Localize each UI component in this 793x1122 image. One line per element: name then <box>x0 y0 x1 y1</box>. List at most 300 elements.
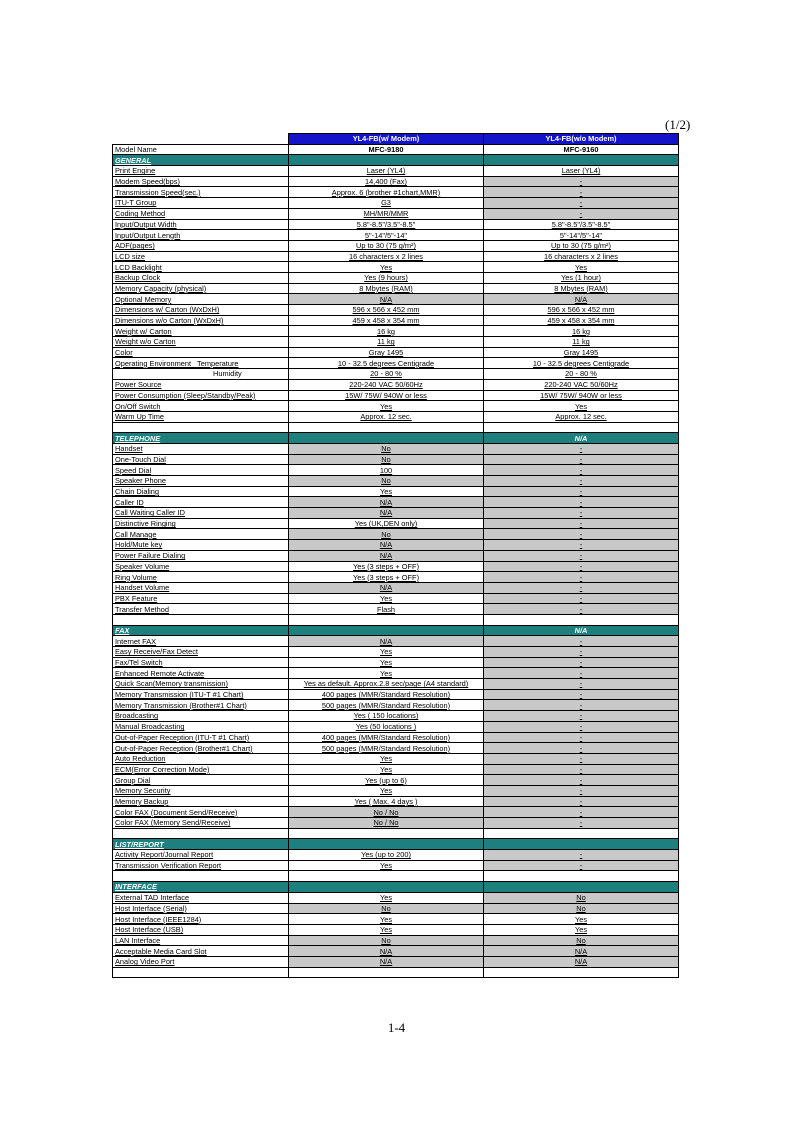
spec-label: Backup Clock <box>113 272 289 283</box>
spec-value-col2: 16 characters x 2 lines <box>484 251 679 262</box>
section-header-value <box>484 839 679 850</box>
spec-row <box>113 689 679 700</box>
spacer-cell <box>484 422 679 433</box>
spec-value-col1: Yes (UK,DEN only) <box>289 518 484 529</box>
spec-value-col1: 500 pages (MMR/Standard Resolution) <box>289 743 484 754</box>
spec-row <box>113 208 679 219</box>
spec-label: Broadcasting <box>113 711 289 722</box>
spec-value-col1: Yes ( Max. 4 days ) <box>289 796 484 807</box>
spacer-cell <box>289 828 484 839</box>
col1-header: YL4-FB(w/ Modem) <box>289 134 484 145</box>
spec-value-col2: - <box>484 582 679 593</box>
spec-label: Input/Output Length <box>113 230 289 241</box>
spec-row <box>113 240 679 251</box>
spec-value-col1: Yes <box>289 486 484 497</box>
spec-label: Dimensions w/ Carton (WxDxH) <box>113 305 289 316</box>
spec-value-col1: 5"-14"/5"-14" <box>289 230 484 241</box>
spec-label: Analog Video Port <box>113 956 289 967</box>
section-header-row <box>113 839 679 850</box>
spec-label: Memory Transmission (Brother#1 Chart) <box>113 700 289 711</box>
spec-value-col1: Yes (3 steps + OFF) <box>289 561 484 572</box>
spec-row <box>113 572 679 583</box>
spec-label: Weight w/o Carton <box>113 337 289 348</box>
spec-value-col1: N/A <box>289 508 484 519</box>
spec-row <box>113 956 679 967</box>
spacer-cell <box>289 422 484 433</box>
spec-value-col1: N/A <box>289 497 484 508</box>
spec-value-col2: 5.8"-8.5"/3.5"-8.5" <box>484 219 679 230</box>
spec-label: Ring Volume <box>113 572 289 583</box>
spec-row <box>113 561 679 572</box>
spec-value-col2: - <box>484 561 679 572</box>
spec-row <box>113 176 679 187</box>
spec-value-col1: No <box>289 476 484 487</box>
spec-row <box>113 305 679 316</box>
spec-value-col1: Approx. 6 (brother #1chart,MMR) <box>289 187 484 198</box>
spec-value-col1: Gray 1495 <box>289 347 484 358</box>
spec-label: Power Failure Dialing <box>113 550 289 561</box>
spec-value-col2: - <box>484 593 679 604</box>
spec-value-col1: Yes <box>289 892 484 903</box>
spec-value-col1: 10 - 32.5 degrees Centigrade <box>289 358 484 369</box>
spec-value-col2: - <box>484 700 679 711</box>
spec-label: Color <box>113 347 289 358</box>
spacer-cell <box>113 871 289 882</box>
spec-value-col2: - <box>484 732 679 743</box>
spacer-cell <box>113 614 289 625</box>
section-header-row <box>113 882 679 893</box>
spec-value-col2: - <box>484 775 679 786</box>
spec-row <box>113 796 679 807</box>
spec-value-col1: Yes <box>289 914 484 925</box>
spec-value-col2: - <box>484 604 679 615</box>
spec-row <box>113 668 679 679</box>
spec-label: Transfer Method <box>113 604 289 615</box>
section-spacer-row <box>113 422 679 433</box>
spec-row <box>113 753 679 764</box>
spec-value-col2: - <box>484 764 679 775</box>
spec-value-col1: Laser (YL4) <box>289 166 484 177</box>
model-name-row <box>113 144 679 155</box>
spec-value-col1: N/A <box>289 636 484 647</box>
spec-value-col2: No <box>484 903 679 914</box>
spec-label: ECM(Error Correction Mode) <box>113 764 289 775</box>
model-name-label: Model Name <box>113 144 289 155</box>
spec-row <box>113 465 679 476</box>
spacer-cell <box>113 967 289 978</box>
spec-value-col1: Yes <box>289 764 484 775</box>
spec-value-col1: 400 pages (MMR/Standard Resolution) <box>289 732 484 743</box>
spec-value-col1: No / No <box>289 807 484 818</box>
section-header-value <box>484 882 679 893</box>
spec-value-col1: Up to 30 (75 g/m²) <box>289 240 484 251</box>
spec-value-col1: Yes <box>289 668 484 679</box>
spec-label: Handset Volume <box>113 582 289 593</box>
spec-label: Auto Reduction <box>113 753 289 764</box>
spec-label: Warm Up Time <box>113 411 289 422</box>
spec-value-col2: - <box>484 743 679 754</box>
spec-label: Speaker Volume <box>113 561 289 572</box>
spec-value-col2: - <box>484 486 679 497</box>
spec-value-col2: - <box>484 208 679 219</box>
spec-value-col1: N/A <box>289 540 484 551</box>
spec-value-col2: - <box>484 807 679 818</box>
spec-label: Call Waiting Caller ID <box>113 508 289 519</box>
spec-label: Caller ID <box>113 497 289 508</box>
spec-value-col1: Approx. 12 sec. <box>289 411 484 422</box>
spec-label: Transmission Speed(sec.) <box>113 187 289 198</box>
section-title: TELEPHONE <box>113 433 289 444</box>
spec-row <box>113 230 679 241</box>
spec-row <box>113 262 679 273</box>
spec-value-col2: - <box>484 679 679 690</box>
spacer-cell <box>484 967 679 978</box>
spec-label: Host Interface (IEEE1284) <box>113 914 289 925</box>
spec-row <box>113 390 679 401</box>
spec-row <box>113 497 679 508</box>
spec-label: Color FAX (Document Send/Receive) <box>113 807 289 818</box>
spec-label: Color FAX (Memory Send/Receive) <box>113 818 289 829</box>
spec-value-col1: 400 pages (MMR/Standard Resolution) <box>289 689 484 700</box>
spec-label: Chain Dialing <box>113 486 289 497</box>
spec-value-col1: Yes <box>289 657 484 668</box>
spec-label: Speaker Phone <box>113 476 289 487</box>
spec-value-col2: - <box>484 508 679 519</box>
spec-value-col1: 5.8"-8.5"/3.5"-8.5" <box>289 219 484 230</box>
section-title: GENERAL <box>113 155 289 166</box>
spec-label: Easy Receive/Fax Detect <box>113 647 289 658</box>
spec-value-col1: No <box>289 529 484 540</box>
spec-value-col2: 11 kg <box>484 337 679 348</box>
spec-value-col2: - <box>484 497 679 508</box>
spacer-cell <box>289 871 484 882</box>
spec-value-col2: Laser (YL4) <box>484 166 679 177</box>
spec-value-col2: 596 x 566 x 452 mm <box>484 305 679 316</box>
spec-value-col2: - <box>484 636 679 647</box>
spec-label: One-Touch Dial <box>113 454 289 465</box>
spec-value-col1: No <box>289 454 484 465</box>
spec-label: Power Consumption (Sleep/Standby/Peak) <box>113 390 289 401</box>
spec-value-col1: 220-240 VAC 50/60Hz <box>289 379 484 390</box>
spec-row <box>113 283 679 294</box>
spec-value-col1: Yes (up to 200) <box>289 850 484 861</box>
spec-value-col2: - <box>484 860 679 871</box>
spec-value-col2: Gray 1495 <box>484 347 679 358</box>
spec-row <box>113 721 679 732</box>
spec-label: Memory Capacity (physical) <box>113 283 289 294</box>
spec-value-col2: - <box>484 753 679 764</box>
spec-value-col2: 220-240 VAC 50/60Hz <box>484 379 679 390</box>
spec-value-col2: - <box>484 443 679 454</box>
spec-value-col2: - <box>484 850 679 861</box>
spec-label: Hold/Mute key <box>113 540 289 551</box>
spec-label: External TAD Interface <box>113 892 289 903</box>
spec-row <box>113 251 679 262</box>
section-header-value: N/A <box>484 433 679 444</box>
model-header-row <box>113 134 679 145</box>
spec-value-col1: No <box>289 443 484 454</box>
spec-row <box>113 529 679 540</box>
spec-row <box>113 518 679 529</box>
spec-value-col2: 15W/ 75W/ 940W or less <box>484 390 679 401</box>
spec-row <box>113 700 679 711</box>
spec-value-col2: - <box>484 176 679 187</box>
spec-value-col2: - <box>484 721 679 732</box>
spec-value-col2: Yes <box>484 401 679 412</box>
spec-value-col1: Yes <box>289 262 484 273</box>
spec-value-col2: - <box>484 711 679 722</box>
spec-label: PBX Feature <box>113 593 289 604</box>
spec-label: Power Source <box>113 379 289 390</box>
spec-value-col1: Yes <box>289 401 484 412</box>
trailing-spacer-row <box>113 967 679 978</box>
spec-value-col1: Yes <box>289 647 484 658</box>
section-header-row <box>113 155 679 166</box>
page-footer: 1-4 <box>387 1020 406 1035</box>
section-header-value <box>289 155 484 166</box>
section-header-value <box>289 625 484 636</box>
spec-label: Distinctive Ringing <box>113 518 289 529</box>
spec-value-col2: - <box>484 785 679 796</box>
spec-value-col2: - <box>484 540 679 551</box>
spacer-cell <box>289 967 484 978</box>
spec-label: Weight w/ Carton <box>113 326 289 337</box>
spec-value-col2: 16 kg <box>484 326 679 337</box>
spec-label: Host Interface (USB) <box>113 924 289 935</box>
spec-label: Operating Environment Temperature <box>113 358 289 369</box>
spec-label: Transmission Verification Report <box>113 860 289 871</box>
section-spacer-row <box>113 871 679 882</box>
spec-row <box>113 315 679 326</box>
spec-value-col2: - <box>484 796 679 807</box>
spec-value-col1: 20 - 80 % <box>289 369 484 380</box>
section-title: LIST/REPORT <box>113 839 289 850</box>
spec-label: Handset <box>113 443 289 454</box>
spec-value-col2: - <box>484 818 679 829</box>
spacer-cell <box>289 614 484 625</box>
spec-label: Quick Scan(Memory transmission) <box>113 679 289 690</box>
spec-row <box>113 337 679 348</box>
spec-value-col2: N/A <box>484 294 679 305</box>
spec-value-col2: - <box>484 668 679 679</box>
spacer-cell <box>484 871 679 882</box>
section-header-row <box>113 433 679 444</box>
spec-value-col2: 20 - 80 % <box>484 369 679 380</box>
spec-label: Acceptable Media Card Slot <box>113 946 289 957</box>
spec-label: Out-of-Paper Reception (ITU-T #1 Chart) <box>113 732 289 743</box>
spec-label: Out-of-Paper Reception (Brother#1 Chart) <box>113 743 289 754</box>
spec-value-col1: N/A <box>289 294 484 305</box>
spec-value-col1: 596 x 566 x 452 mm <box>289 305 484 316</box>
spec-value-col1: Yes as default. Approx.2.8 sec/page (A4 standard) <box>289 679 484 690</box>
spec-label: Dimensions w/o Carton (WxDxH) <box>113 315 289 326</box>
spec-row <box>113 636 679 647</box>
spec-value-col1: MH/MR/MMR <box>289 208 484 219</box>
spec-table-body <box>113 134 679 978</box>
spec-label: Manual Broadcasting <box>113 721 289 732</box>
spec-value-col2: - <box>484 689 679 700</box>
spec-row <box>113 657 679 668</box>
spec-value-col2: N/A <box>484 946 679 957</box>
spec-row <box>113 860 679 871</box>
spec-value-col2: 8 Mbytes (RAM) <box>484 283 679 294</box>
spec-label: Print Engine <box>113 166 289 177</box>
spec-label: ITU-T Group <box>113 198 289 209</box>
spec-value-col1: 11 kg <box>289 337 484 348</box>
spec-value-col1: No <box>289 935 484 946</box>
spec-row <box>113 401 679 412</box>
spacer-cell <box>113 828 289 839</box>
spec-value-col2: - <box>484 572 679 583</box>
spec-value-col1: Yes <box>289 924 484 935</box>
spec-label: Group Dial <box>113 775 289 786</box>
spec-value-col1: Yes <box>289 753 484 764</box>
spec-value-col1: 100 <box>289 465 484 476</box>
spec-value-col2: - <box>484 454 679 465</box>
section-spacer-row <box>113 614 679 625</box>
spec-value-col2: No <box>484 892 679 903</box>
spec-row <box>113 818 679 829</box>
spec-label: Coding Method <box>113 208 289 219</box>
spec-row <box>113 679 679 690</box>
spec-value-col1: 16 characters x 2 lines <box>289 251 484 262</box>
spec-label: Host Interface (Serial) <box>113 903 289 914</box>
spec-value-col1: 16 kg <box>289 326 484 337</box>
spec-label: LCD size <box>113 251 289 262</box>
spec-value-col1: 14,400 (Fax) <box>289 176 484 187</box>
spec-value-col2: Yes (1 hour) <box>484 272 679 283</box>
spec-value-col1: No <box>289 903 484 914</box>
spec-value-col2: 5"-14"/5"-14" <box>484 230 679 241</box>
spec-value-col2: 459 x 458 x 354 mm <box>484 315 679 326</box>
spec-label: Activity Report/Journal Report <box>113 850 289 861</box>
spec-row <box>113 198 679 209</box>
col2-model: MFC-9160 <box>484 144 679 155</box>
spec-value-col2: Approx. 12 sec. <box>484 411 679 422</box>
spec-value-col2: Up to 30 (75 g/m²) <box>484 240 679 251</box>
spec-row <box>113 454 679 465</box>
spec-label: Enhanced Remote Activate <box>113 668 289 679</box>
spec-value-col1: 8 Mbytes (RAM) <box>289 283 484 294</box>
spec-label: Optional Memory <box>113 294 289 305</box>
spec-row <box>113 764 679 775</box>
section-title: INTERFACE <box>113 882 289 893</box>
spec-label: Modem Speed(bps) <box>113 176 289 187</box>
spec-row <box>113 892 679 903</box>
spec-row <box>113 540 679 551</box>
spec-value-col1: Yes (9 hours) <box>289 272 484 283</box>
spec-label: Humidity <box>113 369 289 380</box>
header-blank-cell <box>113 134 289 145</box>
section-header-value <box>289 839 484 850</box>
spec-value-col2: - <box>484 465 679 476</box>
spec-label: Call Manage <box>113 529 289 540</box>
spec-row <box>113 411 679 422</box>
spec-label: Speed Dial <box>113 465 289 476</box>
spec-value-col1: 500 pages (MMR/Standard Resolution) <box>289 700 484 711</box>
spec-row <box>113 582 679 593</box>
spec-row <box>113 647 679 658</box>
spec-value-col2: 10 - 32.5 degrees Centigrade <box>484 358 679 369</box>
section-title: FAX <box>113 625 289 636</box>
spec-row <box>113 379 679 390</box>
spec-value-col1: Yes ( 150 locations) <box>289 711 484 722</box>
spec-row <box>113 187 679 198</box>
spacer-cell <box>113 422 289 433</box>
spec-value-col1: N/A <box>289 582 484 593</box>
spec-row <box>113 358 679 369</box>
spec-row <box>113 508 679 519</box>
spec-row <box>113 219 679 230</box>
spec-row <box>113 785 679 796</box>
spec-value-col2: - <box>484 529 679 540</box>
spacer-cell <box>484 614 679 625</box>
col1-model: MFC-9180 <box>289 144 484 155</box>
spec-value-col1: Yes (up to 6) <box>289 775 484 786</box>
spec-value-col2: - <box>484 657 679 668</box>
spec-row <box>113 486 679 497</box>
spec-row <box>113 711 679 722</box>
spec-value-col1: 459 x 458 x 354 mm <box>289 315 484 326</box>
spec-row <box>113 550 679 561</box>
spec-row <box>113 743 679 754</box>
spec-row <box>113 294 679 305</box>
section-header-value: N/A <box>484 625 679 636</box>
spec-row <box>113 272 679 283</box>
section-spacer-row <box>113 828 679 839</box>
spec-value-col2: Yes <box>484 914 679 925</box>
spec-value-col2: - <box>484 518 679 529</box>
spec-row <box>113 476 679 487</box>
spec-value-col1: Yes <box>289 860 484 871</box>
spec-row <box>113 369 679 380</box>
spec-label: ADF(pages) <box>113 240 289 251</box>
spec-label: LAN Interface <box>113 935 289 946</box>
spec-row <box>113 166 679 177</box>
section-header-value <box>484 155 679 166</box>
spec-table <box>112 133 679 978</box>
spec-value-col1: Flash <box>289 604 484 615</box>
spec-row <box>113 443 679 454</box>
spec-value-col2: Yes <box>484 924 679 935</box>
spec-row <box>113 604 679 615</box>
spec-value-col2: - <box>484 647 679 658</box>
spec-row <box>113 935 679 946</box>
spec-label: Memory Security <box>113 785 289 796</box>
spec-row <box>113 946 679 957</box>
col2-header: YL4-FB(w/o Modem) <box>484 134 679 145</box>
spec-label: Input/Output Width <box>113 219 289 230</box>
spec-value-col1: 15W/ 75W/ 940W or less <box>289 390 484 401</box>
spec-value-col2: No <box>484 935 679 946</box>
spec-row <box>113 807 679 818</box>
section-header-row <box>113 625 679 636</box>
spec-row <box>113 924 679 935</box>
spec-value-col1: N/A <box>289 956 484 967</box>
spec-row <box>113 775 679 786</box>
section-header-value <box>289 433 484 444</box>
spec-label: Memory Transmission (ITU-T #1 Chart) <box>113 689 289 700</box>
spec-label: Internet FAX <box>113 636 289 647</box>
spec-value-col2: - <box>484 476 679 487</box>
spec-row <box>113 903 679 914</box>
spec-row <box>113 850 679 861</box>
spec-value-col1: N/A <box>289 946 484 957</box>
spec-value-col2: Yes <box>484 262 679 273</box>
spec-value-col2: - <box>484 550 679 561</box>
spec-value-col2: - <box>484 198 679 209</box>
spec-value-col1: G3 <box>289 198 484 209</box>
